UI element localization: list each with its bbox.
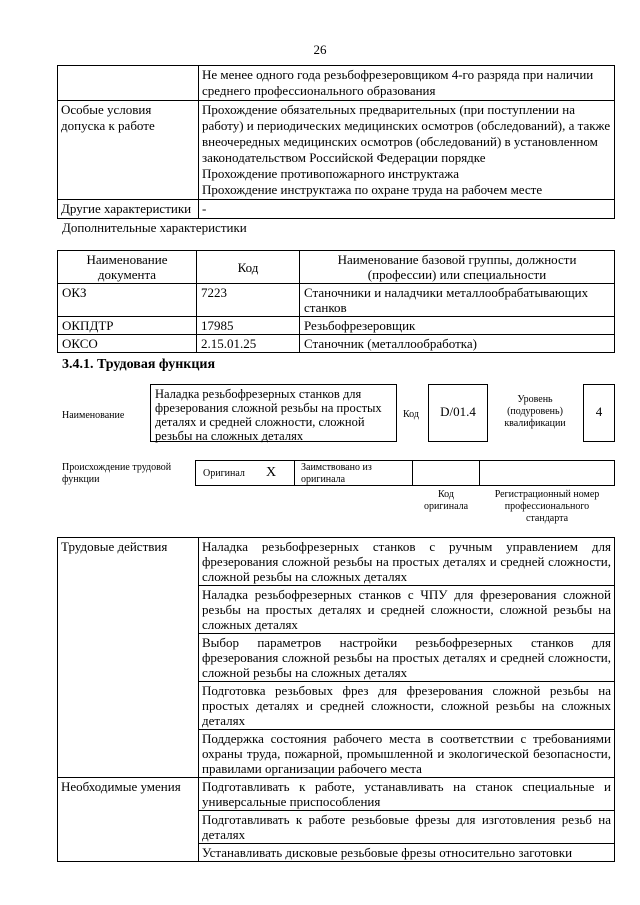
origin-label bbox=[62, 462, 171, 486]
special-conditions bbox=[199, 101, 615, 200]
action-item: Подготовка резьбовых фрез для фрезерования сложной резьбы на простых деталях и средней сложности, сложной резьбы на сложных деталях bbox=[199, 682, 615, 730]
additional-table bbox=[57, 250, 615, 353]
table-row bbox=[58, 284, 615, 317]
cell-doc: ОКПДТР bbox=[58, 317, 197, 335]
table-row bbox=[58, 66, 615, 101]
action-item: Наладка резьбофрезерных станков с ЧПУ для фрезерования сложной резьбы на простых деталях и средней сложности, сложной резьбы на сложных деталях bbox=[199, 586, 615, 634]
text-line: Прохождение инструктажа по охране труда на рабочем месте bbox=[202, 182, 543, 197]
row-label bbox=[58, 66, 199, 101]
text-line: Прохождение обязательных предварительных (при поступлении на bbox=[202, 102, 575, 117]
function-code: D/01.4 bbox=[428, 384, 488, 442]
table-row bbox=[58, 538, 615, 586]
text-line: оригинала bbox=[423, 501, 469, 512]
text-line: Код bbox=[438, 489, 454, 500]
cell-name: Станочники и наладчики металлообрабатывающих станков bbox=[300, 284, 615, 317]
col-header-doc: Наименование документа bbox=[58, 251, 197, 284]
text-line: (подуровень) bbox=[507, 406, 563, 417]
other-characteristics: - bbox=[199, 200, 615, 219]
skill-item: Подготавливать к работе, устанавливать на станок специальные и универсальные приспособления bbox=[199, 778, 615, 811]
skill-item: Устанавливать дисковые резьбовые фрезы относительно заготовки bbox=[199, 844, 615, 862]
text-line: Не менее одного года резьбофрезеровщиком 4-го разряда при наличии bbox=[202, 67, 594, 82]
text-line: профессионального bbox=[504, 501, 590, 512]
action-item: Наладка резьбофрезерных станков с ручным управлением для фрезерования сложной резьбы на простых деталях и средней сложности, сложной резьбы на сложных деталях bbox=[199, 538, 615, 586]
education-requirement bbox=[199, 66, 615, 101]
table-row bbox=[58, 200, 615, 219]
cell-code: 17985 bbox=[197, 317, 300, 335]
text-line: Регистрационный номер bbox=[494, 489, 600, 500]
label-line: допуска к работе bbox=[61, 118, 155, 133]
original-label: Оригинал bbox=[203, 468, 245, 479]
text-line: Прохождение противопожарного инструктажа bbox=[202, 166, 459, 181]
row-label: Другие характеристики bbox=[58, 200, 199, 219]
text-line: стандарта bbox=[525, 513, 569, 524]
code-label: Код bbox=[403, 409, 419, 420]
text-line: внеочередных медицинских осмотров (обследований) в установленном bbox=[202, 134, 598, 149]
text-line: работу) и периодических медицинских осмотров (обследований), а также bbox=[202, 118, 611, 133]
cell-code: 7223 bbox=[197, 284, 300, 317]
table-row bbox=[58, 317, 615, 335]
action-item: Поддержка состояния рабочего места в соответствии с требованиями охраны труда, пожарной, промышленной и экологической безопасности, правилами организации рабочего места bbox=[199, 730, 615, 778]
cell-name: Резьбофрезеровщик bbox=[300, 317, 615, 335]
table-row bbox=[58, 101, 615, 200]
name-label: Наименование bbox=[62, 410, 125, 421]
qualification-level: 4 bbox=[583, 384, 615, 442]
borrowed-cell bbox=[294, 460, 413, 486]
original-cell bbox=[195, 460, 295, 486]
table-row bbox=[58, 778, 615, 811]
level-label bbox=[495, 394, 575, 430]
function-name-box bbox=[150, 384, 397, 442]
text-line: законодательством Российской Федерации порядке bbox=[202, 150, 486, 165]
requirements-table bbox=[57, 65, 615, 219]
code-original-cell bbox=[412, 460, 480, 486]
registration-cell bbox=[479, 460, 615, 486]
actions-label: Трудовые действия bbox=[58, 538, 199, 778]
text-line: Уровень bbox=[517, 394, 553, 405]
action-item: Выбор параметров настройки резьбофрезерных станков для фрезерования сложной резьбы на простых деталях и средней сложности, сложной резьбы на сложных деталях bbox=[199, 634, 615, 682]
registration-label bbox=[479, 489, 615, 525]
additional-heading: Дополнительные характеристики bbox=[62, 220, 247, 235]
table-header-row bbox=[58, 251, 615, 284]
text-line: фрезерования сложной резьбы на простых bbox=[155, 401, 382, 415]
cell-name: Станочник (металлообработка) bbox=[300, 335, 615, 353]
section-heading: 3.4.1. Трудовая функция bbox=[62, 357, 216, 372]
row-label bbox=[58, 101, 199, 200]
text-line: среднего профессионального образования bbox=[202, 83, 436, 98]
skill-item: Подготавливать к работе резьбовые фрезы для изготовления резьб на деталях bbox=[199, 811, 615, 844]
text-line: функции bbox=[62, 474, 100, 485]
text-line: квалификации bbox=[504, 418, 566, 429]
text-line: Наладка резьбофрезерных станков для bbox=[155, 387, 362, 401]
original-mark: X bbox=[266, 465, 277, 480]
skills-label: Необходимые умения bbox=[58, 778, 199, 862]
col-header-name: Наименование базовой группы, должности (профессии) или специальности bbox=[300, 251, 615, 284]
text-line: деталях и средней сложности, сложной bbox=[155, 415, 365, 429]
label-line: Особые условия bbox=[61, 102, 152, 117]
text-line: Заимствовано из bbox=[301, 462, 372, 473]
actions-skills-table bbox=[57, 537, 615, 862]
page-number: 26 bbox=[313, 42, 327, 57]
col-header-code: Код bbox=[197, 251, 300, 284]
text-line: резьбы на сложных деталях bbox=[155, 429, 304, 443]
cell-code: 2.15.01.25 bbox=[197, 335, 300, 353]
text-line: оригинала bbox=[301, 474, 346, 485]
code-original-label bbox=[412, 489, 480, 513]
table-row bbox=[58, 335, 615, 353]
cell-doc: ОКЗ bbox=[58, 284, 197, 317]
cell-doc: ОКСО bbox=[58, 335, 197, 353]
text-line: Происхождение трудовой bbox=[62, 462, 172, 473]
